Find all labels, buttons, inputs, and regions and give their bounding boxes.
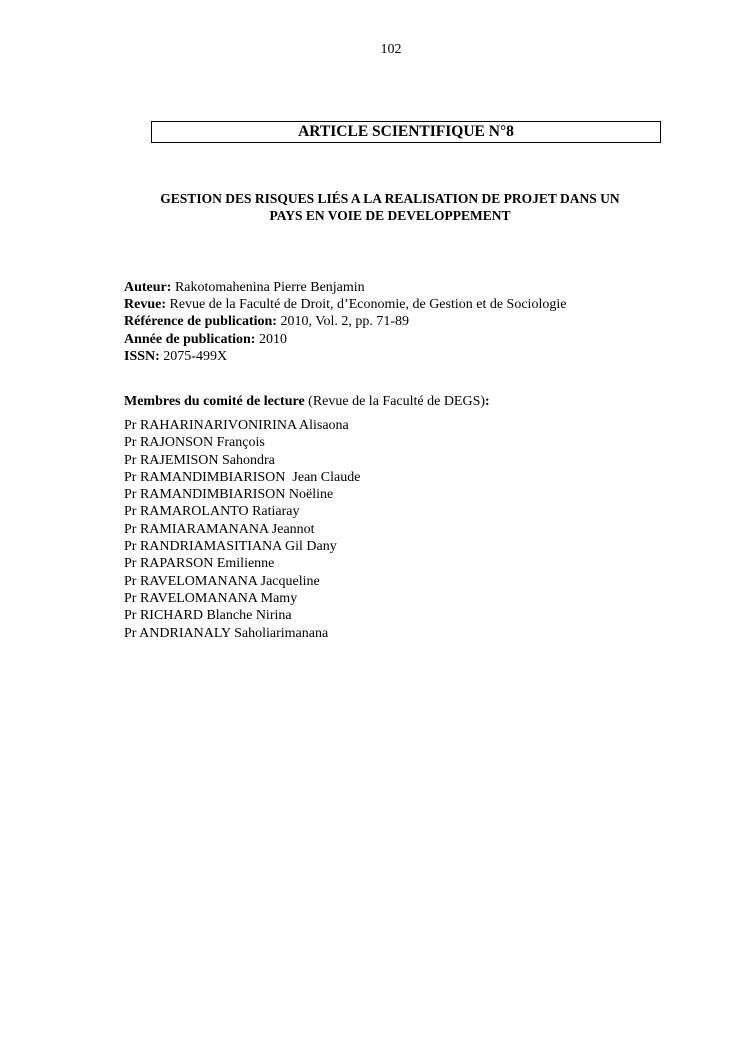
year-label: Année de publication: [124, 331, 256, 347]
committee-member: Pr RAMAROLANTO Ratiaray [124, 504, 300, 520]
article-title-line-2: PAYS EN VOIE DE DEVELOPPEMENT [269, 208, 511, 223]
article-label-box: ARTICLE SCIENTIFIQUE N°8 [151, 121, 661, 143]
journal-row [124, 296, 724, 313]
committee-member: Pr RAPARSON Emilienne [124, 556, 275, 572]
committee-member: Pr RAVELOMANANA Jacqueline [124, 573, 320, 589]
committee-heading [124, 393, 724, 410]
author-label: Auteur: [124, 280, 172, 295]
committee-member: Pr RAJONSON François [124, 435, 265, 451]
committee-member: Pr RANDRIAMASITIANA Gil Dany [124, 539, 337, 555]
issn-row [124, 348, 724, 365]
year-value: 2010 [255, 331, 287, 347]
committee-member: Pr RICHARD Blanche Nirina [124, 608, 292, 624]
reference-value: 2010, Vol. 2, pp. 71-89 [276, 314, 410, 330]
author-value: Rakotomahenina Pierre Benjamin [171, 280, 365, 295]
committee-heading-note: (Revue de la Faculté de DEGS) [304, 394, 486, 409]
committee-members-list [124, 417, 724, 642]
year-row [124, 331, 724, 348]
author-row [124, 279, 724, 296]
committee-heading-colon: : [485, 394, 490, 409]
page-number: 102 [380, 42, 402, 57]
committee-heading-label: Membres du comité de lecture [124, 394, 305, 409]
publication-metadata [124, 279, 724, 365]
journal-value: Revue de la Faculté de Droit, d’Economie, de Gestion et de Sociologie [166, 297, 567, 313]
committee-member: Pr RAMIARAMANANA Jeannot [124, 521, 315, 537]
journal-label: Revue: [124, 297, 166, 313]
issn-label: ISSN: [124, 348, 160, 364]
issn-value: 2075-499X [159, 348, 228, 364]
committee-member: Pr ANDRIANALY Saholiarimanana [124, 625, 329, 641]
article-title [120, 190, 660, 224]
committee-member: Pr RAMANDIMBIARISON Noëline [124, 487, 334, 503]
committee-member: Pr RAHARINARIVONIRINA Alisaona [124, 418, 349, 433]
committee-member: Pr RAMANDIMBIARISON Jean Claude [124, 469, 361, 485]
article-title-line-1: GESTION DES RISQUES LIÉS A LA REALISATION DE PROJET DANS UN [160, 191, 620, 206]
committee-member: Pr RAJEMISON Sahondra [124, 452, 275, 468]
reference-row [124, 313, 724, 330]
committee-member: Pr RAVELOMANANA Mamy [124, 590, 298, 606]
reference-label: Référence de publication: [124, 314, 277, 330]
